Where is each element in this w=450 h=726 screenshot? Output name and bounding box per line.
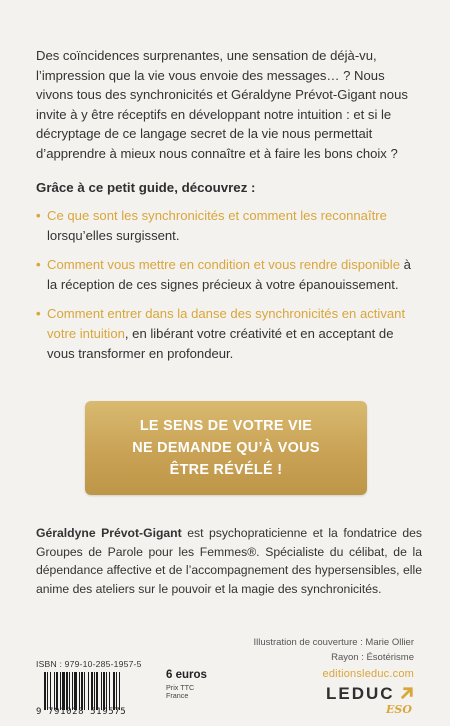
logo-wordmark: LEDUC bbox=[326, 684, 395, 703]
tagline-banner bbox=[85, 401, 367, 495]
list-item bbox=[36, 255, 422, 294]
discover-heading: Grâce à ce petit guide, découvrez : bbox=[36, 180, 256, 195]
isbn-label: ISBN : 979-10-285-1957-5 bbox=[36, 659, 142, 669]
price-country-label: France bbox=[166, 691, 189, 701]
bullet-text: lorsqu’elles surgissent. bbox=[47, 227, 180, 243]
bullet-highlight: Comment entrer dans la danse des synchronicités en activant votre intuition bbox=[47, 306, 406, 341]
bullet-highlight: Ce que sont les synchronicités et comment les reconnaître bbox=[47, 208, 387, 223]
price: 6 euros bbox=[166, 669, 207, 681]
bullet-dot-icon: • bbox=[36, 208, 41, 223]
barcode-digits: 9 791028 519575 bbox=[36, 707, 127, 717]
bullet-highlight: Comment vous mettre en condition et vous rendre disponible bbox=[47, 257, 400, 273]
bullet-text: à la réception de ces signes précieux à votre épanouissement. bbox=[47, 257, 411, 292]
benefits-list bbox=[36, 206, 422, 373]
barcode-icon bbox=[44, 672, 152, 710]
author-bio bbox=[36, 524, 422, 598]
price-details bbox=[166, 684, 194, 701]
arrow-up-right-icon bbox=[400, 685, 415, 700]
intro-paragraph: Des coïncidences surprenantes, une sensation de déjà-vu, l’impression que la vie vous envoie des messages… ? Nous vivons tous des synchronicités et Géraldyne Prévot-Gigant nous invite à y être réceptifs en développant notre intuition : et si le décryptage de ce langage secret de la vie nous permettait d’apprendre à mieux nous connaître et à faire les bons choix ? bbox=[36, 48, 408, 161]
logo-sub: ESO bbox=[386, 703, 412, 716]
price-tax-label: Prix TTC bbox=[166, 683, 195, 692]
bullet-dot-icon: • bbox=[36, 257, 41, 273]
illustration-credit: Illustration de couverture : Marie Ollier bbox=[253, 637, 414, 648]
bullet-dot-icon: • bbox=[36, 306, 41, 322]
bullet-text: , en libérant votre créativité et en acceptant de vous transformer en profondeur. bbox=[47, 325, 394, 361]
list-item bbox=[36, 304, 422, 363]
list-item bbox=[36, 206, 422, 245]
banner-line-1: LE SENS DE VOTRE VIE bbox=[139, 418, 313, 434]
banner-line-3: ÊTRE RÉVÉLÉ ! bbox=[169, 462, 283, 478]
author-name: Géraldyne Prévot-Gigant bbox=[36, 526, 182, 540]
author-bio-text: est psychopraticienne et la fondatrice des Groupes de Parole pour les Femmes®. Spécialiste du célibat, de la dépendance affective et de l’accompagnement des hypersensibles, elle anime des ateliers sur le pouvoir et la magie des synchronicités. bbox=[36, 526, 423, 596]
rayon-label: Rayon : Ésotérisme bbox=[331, 652, 414, 663]
credits bbox=[253, 635, 414, 665]
banner-line-2: NE DEMANDE QU’À VOUS bbox=[132, 440, 320, 456]
publisher-website: editionsleduc.com bbox=[322, 668, 414, 680]
publisher-logo bbox=[326, 684, 418, 720]
